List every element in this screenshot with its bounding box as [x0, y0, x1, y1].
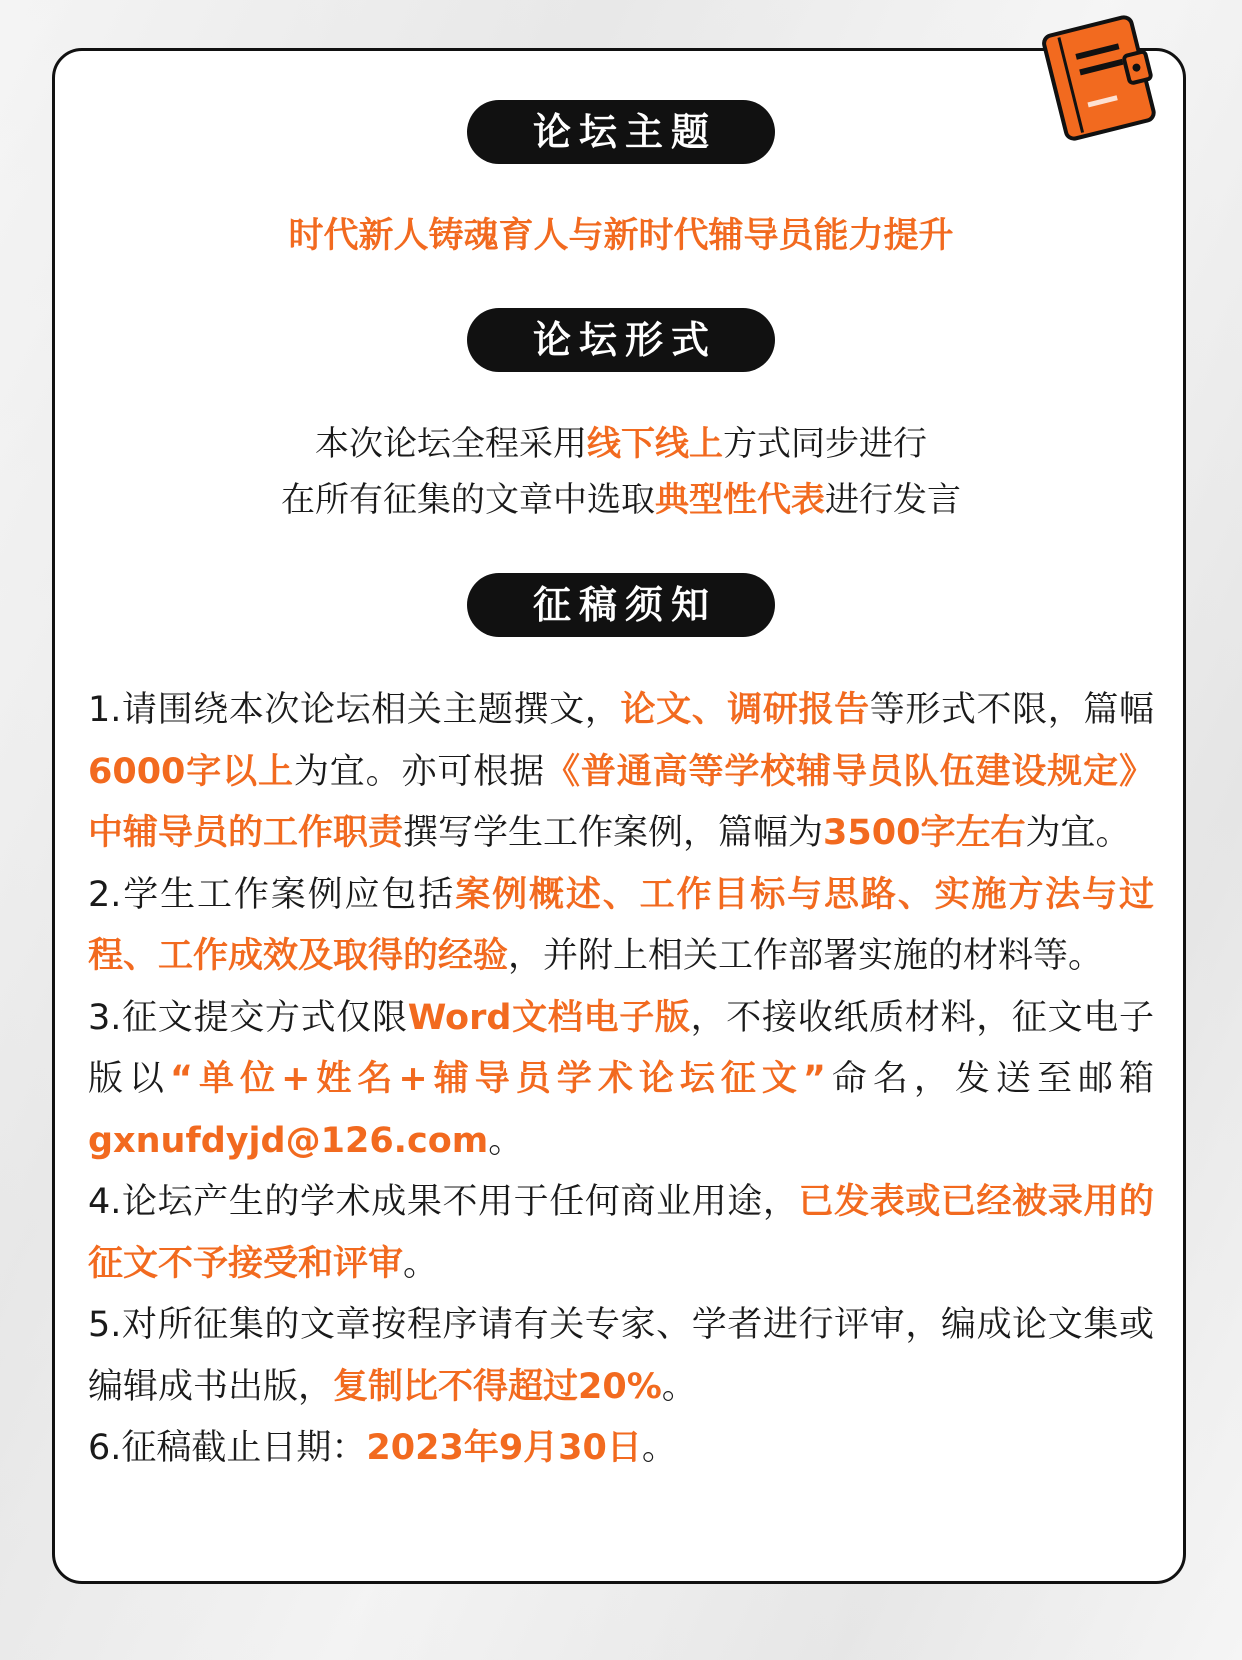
text-segment: 进行发言 [825, 480, 961, 520]
text-segment: 2.学生工作案例应包括 [88, 874, 456, 915]
text-segment: 4.论坛产生的学术成果不用于任何商业用途， [88, 1182, 799, 1222]
rule-item-1 [88, 680, 1154, 865]
forum-form-line-1 [60, 418, 1182, 470]
highlight-segment: 《普通高等学校辅导员队伍建设规定》中辅导员的工作职责 [88, 751, 1154, 853]
rule-item-3 [88, 988, 1154, 1173]
highlight-segment: 6000字以上 [88, 751, 294, 792]
text-segment: 。 [488, 1120, 524, 1161]
text-segment: 6.征稿截止日期： [88, 1428, 367, 1468]
section-heading-theme: 论坛主题 [467, 100, 775, 164]
text-segment: ，不接收纸质材料，征文电子版以 [88, 997, 1154, 1099]
rule-item-4 [88, 1172, 1154, 1295]
email-address: gxnufdyjd@126.com [88, 1120, 489, 1161]
text-segment: 5.对所征集的文章按程序请有关专家、学者进行评审，编成论文集或编辑成书出版， [88, 1305, 1154, 1407]
rule-item-6 [88, 1418, 1154, 1480]
highlight-segment: Word文档电子版 [407, 997, 691, 1038]
section-heading-form: 论坛形式 [467, 308, 775, 372]
section-heading-rules: 征稿须知 [467, 573, 775, 637]
forum-theme-text: 时代新人铸魂育人与新时代辅导员能力提升 [288, 216, 954, 256]
text-segment: 为宜。亦可根据 [293, 751, 546, 792]
submission-rules [88, 680, 1154, 1480]
highlight-segment: 3500字左右 [823, 813, 1026, 853]
highlight-segment: 线下线上 [587, 424, 723, 464]
text-segment: 撰写学生工作案例，篇幅为 [403, 813, 824, 853]
text-segment: 在所有征集的文章中选取 [281, 480, 655, 520]
text-segment: 1.请围绕本次论坛相关主题撰文， [88, 690, 621, 730]
text-segment: 方式同步进行 [723, 424, 927, 464]
highlight-segment: 论文、调研报告 [620, 690, 870, 730]
text-segment: 等形式不限，篇幅 [869, 690, 1154, 730]
deadline-date: 2023年9月30日 [366, 1428, 642, 1468]
highlight-segment: “单位+姓名+辅导员学术论坛征文” [170, 1059, 826, 1099]
text-segment: 。 [403, 1243, 439, 1284]
text-segment: 本次论坛全程采用 [315, 424, 587, 464]
highlight-segment: 案例概述、工作目标与思路、实施方法与过程、工作成效及取得的经验 [88, 874, 1154, 976]
text-segment: 命名，发送至邮箱 [825, 1059, 1154, 1099]
highlight-segment: 复制比不得超过20% [333, 1366, 662, 1407]
text-segment: 。 [661, 1366, 697, 1407]
rule-item-5 [88, 1295, 1154, 1418]
text-segment: ，并附上相关工作部署实施的材料等。 [508, 936, 1104, 976]
text-segment: 3.征文提交方式仅限 [88, 997, 408, 1038]
text-segment: 。 [641, 1428, 677, 1468]
rule-item-2 [88, 865, 1154, 988]
highlight-segment: 典型性代表 [655, 480, 825, 520]
forum-form-line-2 [60, 474, 1182, 526]
highlight-segment: 已发表或已经被录用的征文不予接受和评审 [88, 1182, 1154, 1284]
text-segment: 为宜。 [1025, 813, 1131, 853]
